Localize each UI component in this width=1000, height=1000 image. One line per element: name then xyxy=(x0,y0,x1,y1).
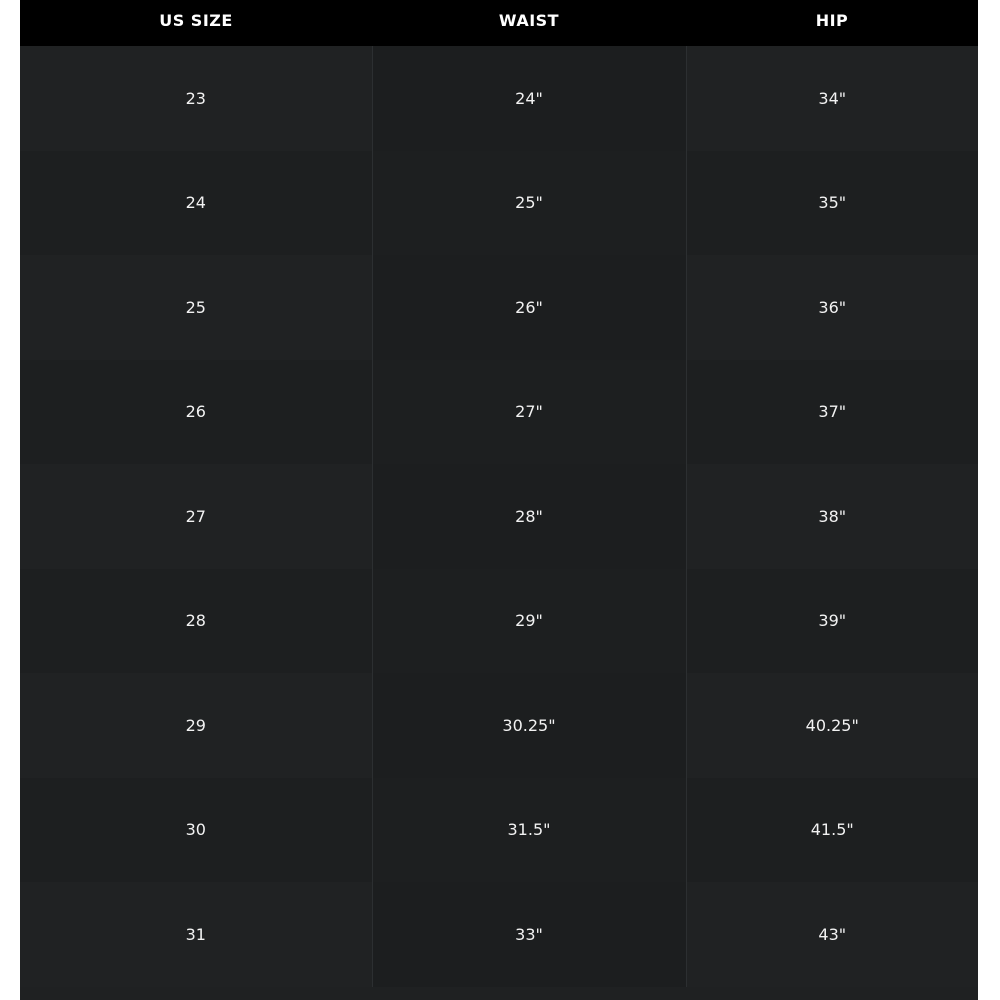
header-row xyxy=(20,0,978,46)
header-us-size: US SIZE xyxy=(159,11,233,30)
cell-us-size: 23 xyxy=(185,88,206,108)
table-row xyxy=(20,882,978,987)
header-hip: HIP xyxy=(815,11,849,30)
cell-hip: 43" xyxy=(686,882,978,987)
table-row xyxy=(20,151,978,256)
cell-hip: 36" xyxy=(686,255,978,360)
cell-waist: 33" xyxy=(372,882,686,987)
cell-waist: 24" xyxy=(372,46,686,151)
cell-waist: 27" xyxy=(372,360,686,465)
size-chart-table xyxy=(20,0,978,987)
cell-waist: 28" xyxy=(372,464,686,569)
table-row xyxy=(20,778,978,883)
cell-waist: 26" xyxy=(372,255,686,360)
table-row xyxy=(20,360,978,465)
cell-waist: 25" xyxy=(372,151,686,256)
cell-hip: 38" xyxy=(686,464,978,569)
table-header xyxy=(20,0,978,46)
cell-hip: 35" xyxy=(686,151,978,256)
cell-hip: 37" xyxy=(686,360,978,465)
cell-us-size: 29 xyxy=(185,715,206,735)
cell-us-size: 31 xyxy=(185,924,206,944)
size-chart-panel xyxy=(20,0,978,1000)
table-row xyxy=(20,673,978,778)
table-body xyxy=(20,46,978,987)
header-waist: WAIST xyxy=(498,11,560,30)
cell-waist: 30.25" xyxy=(372,673,686,778)
cell-us-size: 27 xyxy=(185,506,206,526)
cell-waist: 31.5" xyxy=(372,778,686,883)
cell-us-size: 26 xyxy=(185,402,206,422)
cell-hip: 41.5" xyxy=(686,778,978,883)
table-row xyxy=(20,464,978,569)
cell-hip: 34" xyxy=(686,46,978,151)
cell-waist: 29" xyxy=(372,569,686,674)
cell-us-size: 24 xyxy=(185,193,206,213)
cell-us-size: 28 xyxy=(185,611,206,631)
cell-us-size: 25 xyxy=(185,297,206,317)
cell-hip: 40.25" xyxy=(686,673,978,778)
table-row xyxy=(20,255,978,360)
cell-hip: 39" xyxy=(686,569,978,674)
cell-us-size: 30 xyxy=(185,820,206,840)
table-row xyxy=(20,46,978,151)
table-row xyxy=(20,569,978,674)
